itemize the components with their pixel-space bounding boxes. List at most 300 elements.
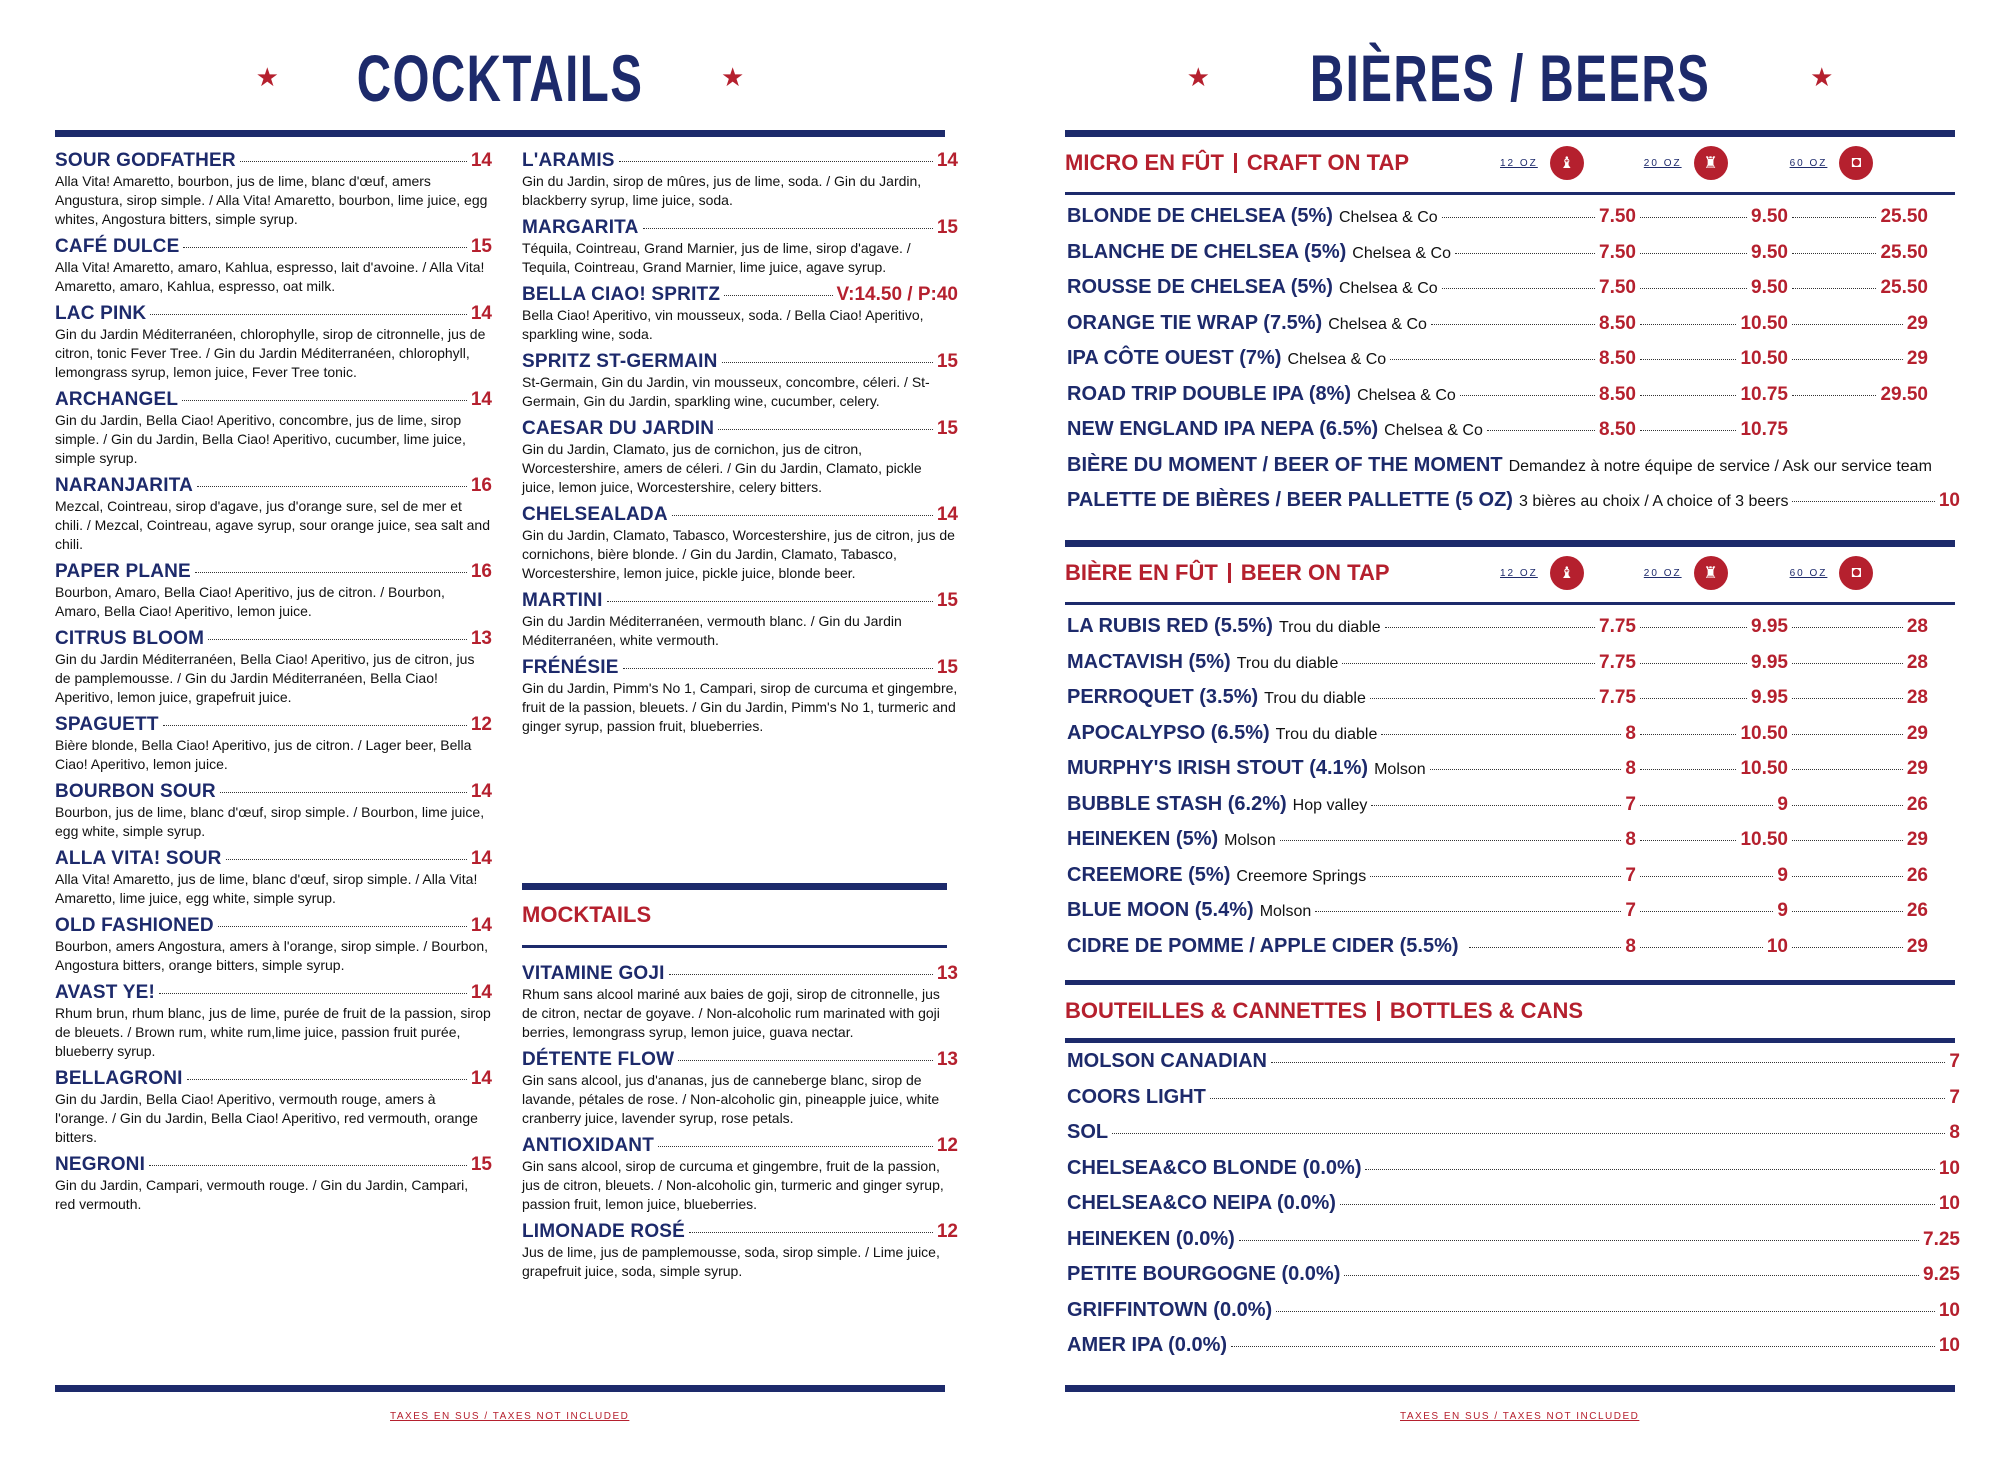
beer-mid bbox=[1636, 723, 1788, 745]
beer-row bbox=[1067, 615, 1960, 651]
dot-leader bbox=[1342, 663, 1595, 664]
beer-mid bbox=[1636, 277, 1788, 299]
beer-row bbox=[1067, 418, 1960, 454]
dot-leader bbox=[187, 1079, 467, 1080]
price-60oz: 29 bbox=[1906, 312, 1928, 334]
price-20oz: 10.50 bbox=[1740, 758, 1788, 779]
beer-mid bbox=[1636, 829, 1788, 851]
item-line bbox=[55, 781, 492, 803]
tap-title-fr: BIÈRE EN FÛT bbox=[1065, 560, 1218, 585]
item-name: NARANJARITA bbox=[55, 475, 194, 496]
item-line bbox=[55, 236, 492, 258]
dot-leader bbox=[724, 295, 832, 296]
dot-leader bbox=[1431, 324, 1595, 325]
item-line bbox=[55, 150, 492, 172]
beer-right bbox=[1788, 206, 1928, 228]
brewery: Molson bbox=[1374, 761, 1426, 778]
bottle-name: COORS LIGHT bbox=[1067, 1085, 1206, 1108]
beer-right bbox=[1788, 242, 1928, 264]
menu-item bbox=[522, 1135, 958, 1214]
dot-leader bbox=[1792, 395, 1876, 396]
beer-mid bbox=[1636, 794, 1788, 816]
item-price: 14 bbox=[470, 389, 492, 410]
menu-item bbox=[55, 475, 492, 554]
dot-leader bbox=[1640, 324, 1736, 325]
beer-mid bbox=[1636, 242, 1788, 264]
mocktails-header bbox=[522, 902, 651, 928]
item-price: 14 bbox=[470, 982, 492, 1003]
beer-right bbox=[1788, 900, 1928, 922]
price-60oz: 29 bbox=[1906, 829, 1928, 850]
beer-row bbox=[1067, 864, 1960, 900]
item-price: 15 bbox=[936, 418, 958, 439]
dot-leader bbox=[1640, 911, 1773, 912]
beer-right bbox=[1788, 384, 1928, 406]
bottle-name: GRIFFINTOWN (0.0%) bbox=[1067, 1298, 1273, 1321]
dot-leader bbox=[1430, 769, 1622, 770]
dot-leader bbox=[669, 974, 933, 975]
item-description: Gin du Jardin, Clamato, Tabasco, Worcestershire, jus de citron, jus de cornichons, bière blonde. / Gin du Jardin, Clamato, Tabasco, Worcestershire, lemon juice, pickle juice, blonde beer. bbox=[522, 527, 955, 581]
divider bbox=[1234, 153, 1237, 173]
item-price: 16 bbox=[470, 561, 492, 582]
beer-row bbox=[1067, 241, 1960, 277]
item-description: Mezcal, Cointreau, sirop d'agave, jus d'orange sure, sel de mer et chili. / Mezcal, Cointreau, agave syrup, sour orange juice, sea salt and chili. bbox=[55, 498, 491, 552]
tap-rule bbox=[1065, 540, 1955, 547]
brewery: Trou du diable bbox=[1236, 654, 1339, 672]
craft-rows bbox=[1067, 205, 1960, 525]
brewery: Molson bbox=[1224, 832, 1276, 849]
price: 10 bbox=[1938, 1157, 1960, 1179]
item-description: Alla Vita! Amaretto, jus de lime, blanc d'œuf, sirop simple. / Alla Vita! Amaretto, lime juice, egg white, simple syrup. bbox=[55, 871, 478, 906]
beer-mid bbox=[1636, 900, 1788, 922]
dot-leader bbox=[220, 792, 467, 793]
item-line bbox=[522, 284, 958, 306]
item-price: 14 bbox=[936, 150, 958, 171]
price-60oz: 26 bbox=[1906, 793, 1928, 815]
dot-leader bbox=[1370, 698, 1595, 699]
item-line bbox=[55, 848, 492, 870]
brewery: Trou du diable bbox=[1275, 725, 1378, 743]
brewery: Chelsea & Co bbox=[1328, 315, 1427, 333]
item-line bbox=[522, 963, 958, 985]
price-60oz: 26 bbox=[1906, 864, 1928, 886]
item-line bbox=[522, 1049, 958, 1071]
beer-left bbox=[1067, 276, 1636, 299]
price-60oz: 25.50 bbox=[1880, 206, 1928, 227]
dot-leader bbox=[1390, 359, 1595, 360]
dot-leader bbox=[195, 572, 467, 573]
craft-title-en: CRAFT ON TAP bbox=[1246, 150, 1410, 175]
price-60oz: 28 bbox=[1906, 687, 1928, 708]
dot-leader bbox=[1640, 627, 1747, 628]
item-name: AVAST YE! bbox=[55, 982, 155, 1003]
dot-leader bbox=[159, 993, 467, 994]
menu-item bbox=[55, 848, 492, 908]
craft-under-rule bbox=[1065, 192, 1955, 195]
bottle-name: CHELSEA&CO NEIPA (0.0%) bbox=[1067, 1192, 1336, 1214]
price-60oz: 25.50 bbox=[1880, 277, 1928, 298]
price-60oz: 26 bbox=[1906, 900, 1928, 921]
bottom-rule-right bbox=[1065, 1385, 1955, 1392]
item-description: Gin du Jardin, Clamato, jus de cornichon, jus de citron, Worcestershire, amers de céleri. / Gin du Jardin, Clamato, pickle juice, lemon juice, Worcestershire, celery bitters. bbox=[522, 441, 922, 495]
item-description: Bourbon, Amaro, Bella Ciao! Aperitivo, jus de citron. / Bourbon, Amaro, Bella Ciao! Aperitivo, lemon juice. bbox=[55, 584, 445, 619]
price: 10 bbox=[1938, 1299, 1960, 1321]
item-line bbox=[522, 351, 958, 373]
dot-leader bbox=[1640, 663, 1747, 664]
beer-row bbox=[1067, 347, 1960, 383]
price-12oz: 7.50 bbox=[1599, 206, 1636, 227]
beer-row bbox=[1067, 205, 1960, 241]
dot-leader bbox=[1792, 840, 1903, 841]
price-20oz: 9 bbox=[1777, 864, 1788, 886]
brewery: Trou du diable bbox=[1278, 619, 1381, 636]
price-12oz: 8 bbox=[1625, 722, 1636, 744]
dot-leader bbox=[1792, 805, 1903, 806]
bottle-rows bbox=[1067, 1050, 1960, 1370]
tap-rows bbox=[1067, 615, 1960, 970]
item-price: 14 bbox=[470, 781, 492, 802]
dot-leader bbox=[623, 668, 933, 669]
beer-mid bbox=[1636, 384, 1788, 406]
item-name: PAPER PLANE bbox=[55, 561, 191, 582]
dot-leader bbox=[658, 1146, 933, 1147]
price-20oz: 9.95 bbox=[1751, 616, 1788, 637]
menu-item bbox=[55, 303, 492, 382]
brewery: Chelsea & Co bbox=[1352, 244, 1451, 262]
price: 7 bbox=[1949, 1086, 1960, 1108]
item-price: 13 bbox=[936, 1049, 958, 1070]
dot-leader bbox=[1792, 359, 1903, 360]
item-line bbox=[522, 1221, 958, 1243]
price: 7 bbox=[1949, 1051, 1960, 1072]
bottle-row bbox=[1067, 1299, 1960, 1335]
dot-leader bbox=[150, 314, 467, 315]
dot-leader bbox=[1455, 253, 1595, 254]
item-description: Bourbon, amers Angostura, amers à l'orange, sirop simple. / Bourbon, Angostura bitters, orange bitters, simple syrup. bbox=[55, 938, 489, 973]
item-price: 12 bbox=[470, 714, 492, 735]
dot-leader bbox=[218, 926, 467, 927]
craft-header bbox=[1065, 150, 1409, 176]
menu-item bbox=[55, 561, 492, 621]
brewery: Chelsea & Co bbox=[1338, 280, 1438, 297]
item-name: BOURBON SOUR bbox=[55, 781, 216, 802]
beer-name: APOCALYPSO (6.5%) bbox=[1067, 721, 1270, 744]
bottle-row bbox=[1067, 1121, 1960, 1157]
price: 7.25 bbox=[1923, 1228, 1960, 1250]
bottles-under-rule bbox=[1065, 1038, 1955, 1043]
item-description: Bière blonde, Bella Ciao! Aperitivo, jus de citron. / Lager beer, Bella Ciao! Aperitivo, lemon juice. bbox=[55, 737, 472, 772]
beer-row bbox=[1067, 686, 1960, 722]
beer-left bbox=[1067, 793, 1636, 816]
item-price: 16 bbox=[470, 475, 492, 496]
item-price: 15 bbox=[936, 657, 958, 678]
price-12oz: 7.50 bbox=[1599, 277, 1636, 298]
beer-right bbox=[1788, 794, 1928, 816]
craft-title-fr: MICRO EN FÛT bbox=[1065, 150, 1224, 175]
item-price: 15 bbox=[936, 590, 958, 611]
dot-leader bbox=[1640, 698, 1747, 699]
beer-left bbox=[1067, 205, 1636, 228]
pint-icon: ♜ bbox=[1694, 556, 1728, 590]
dot-leader bbox=[1792, 734, 1903, 735]
beer-right bbox=[1788, 652, 1928, 674]
price-20oz: 10.75 bbox=[1740, 419, 1788, 440]
dot-leader bbox=[1792, 947, 1903, 948]
price-60oz: 28 bbox=[1906, 616, 1928, 637]
item-price: 14 bbox=[470, 848, 492, 869]
dot-leader bbox=[1239, 1240, 1919, 1241]
note: 3 bières au choix / A choice of 3 beers bbox=[1518, 493, 1789, 510]
item-line bbox=[55, 628, 492, 650]
beer-name: ROUSSE DE CHELSEA (5%) bbox=[1067, 276, 1333, 298]
beer-name: PERROQUET (3.5%) bbox=[1067, 686, 1259, 708]
dot-leader bbox=[1210, 1098, 1946, 1099]
dot-leader bbox=[1640, 217, 1747, 218]
price-20oz: 9.50 bbox=[1751, 241, 1788, 263]
dot-leader bbox=[689, 1232, 933, 1233]
dot-leader bbox=[183, 247, 466, 248]
beer-left bbox=[1067, 864, 1636, 887]
item-price: 13 bbox=[470, 628, 492, 649]
price-12oz: 7.75 bbox=[1599, 651, 1636, 673]
item-line bbox=[55, 1068, 492, 1090]
item-price: 14 bbox=[470, 915, 492, 936]
item-description: Gin du Jardin, Campari, vermouth rouge. / Gin du Jardin, Campari, red vermouth. bbox=[55, 1177, 469, 1212]
beer-left bbox=[1067, 418, 1636, 441]
tap-title-en: BEER ON TAP bbox=[1240, 560, 1390, 585]
beer-right bbox=[1788, 723, 1928, 745]
menu-item bbox=[522, 657, 958, 736]
price-12oz: 7.50 bbox=[1599, 241, 1636, 263]
price-20oz: 9.95 bbox=[1751, 651, 1788, 673]
price-20oz: 10.50 bbox=[1740, 348, 1788, 369]
bottle-name: AMER IPA (0.0%) bbox=[1067, 1334, 1228, 1356]
item-line bbox=[55, 982, 492, 1004]
menu-item bbox=[55, 781, 492, 841]
dot-leader bbox=[1640, 288, 1747, 289]
bottles-title-en: BOTTLES & CANS bbox=[1389, 998, 1584, 1023]
mocktails-title: MOCKTAILS bbox=[522, 902, 652, 927]
item-line bbox=[55, 714, 492, 736]
beer-pallet-row bbox=[1067, 489, 1960, 525]
item-price: 15 bbox=[936, 351, 958, 372]
divider bbox=[1228, 563, 1231, 583]
beer-mid bbox=[1636, 865, 1788, 887]
bottle-name: HEINEKEN (0.0%) bbox=[1067, 1227, 1235, 1250]
item-description: Gin sans alcool, jus d'ananas, jus de canneberge blanc, sirop de lavande, pétales de rose. / Non-alcoholic gin, pineapple juice, white cranberry juice, lavender syrup, rose petals. bbox=[522, 1072, 940, 1126]
bottle-row bbox=[1067, 1192, 1960, 1228]
beer-mid bbox=[1636, 419, 1788, 441]
item-name: MARTINI bbox=[522, 590, 603, 611]
price-20oz: 9 bbox=[1777, 793, 1788, 815]
price-20oz: 10.50 bbox=[1740, 829, 1788, 850]
beer-right bbox=[1788, 277, 1928, 299]
menu-item bbox=[55, 915, 492, 975]
dot-leader bbox=[1231, 1346, 1935, 1347]
mocktails-under-rule bbox=[522, 945, 947, 948]
beer-right bbox=[1788, 936, 1928, 958]
item-description: Gin du Jardin, sirop de mûres, jus de lime, soda. / Gin du Jardin, blackberry syrup, lime juice, soda. bbox=[522, 173, 922, 208]
item-name: SOUR GODFATHER bbox=[55, 150, 236, 171]
brewery: Molson bbox=[1259, 903, 1312, 920]
beer-left bbox=[1067, 686, 1636, 709]
size-label: 12 OZ bbox=[1500, 567, 1538, 579]
dot-leader bbox=[1487, 430, 1595, 431]
dot-leader bbox=[1315, 911, 1621, 912]
beer-left bbox=[1067, 651, 1636, 674]
bottom-rule-left bbox=[55, 1385, 945, 1392]
item-name: SPRITZ ST-GERMAIN bbox=[522, 351, 718, 372]
bottles-rule bbox=[1065, 980, 1955, 985]
dot-leader bbox=[672, 515, 933, 516]
dot-leader bbox=[678, 1060, 933, 1061]
dot-leader bbox=[1381, 734, 1621, 735]
beer-left bbox=[1067, 347, 1636, 370]
price-20oz: 9.50 bbox=[1751, 206, 1788, 227]
beer-row bbox=[1067, 757, 1960, 793]
item-line bbox=[522, 418, 958, 440]
price-12oz: 7 bbox=[1625, 900, 1636, 921]
tap-under-rule bbox=[1065, 602, 1955, 605]
beer-row bbox=[1067, 935, 1960, 971]
menu-item bbox=[522, 963, 958, 1042]
dot-leader bbox=[1460, 395, 1595, 396]
dot-leader bbox=[1640, 805, 1773, 806]
beer-left bbox=[1067, 241, 1636, 264]
item-price: 15 bbox=[470, 1154, 492, 1175]
beer-mid bbox=[1636, 616, 1788, 638]
beer-row bbox=[1067, 793, 1960, 829]
menu-item bbox=[55, 389, 492, 468]
price-60oz: 29 bbox=[1906, 722, 1928, 744]
beer-right bbox=[1788, 616, 1928, 638]
beer-name: BUBBLE STASH (6.2%) bbox=[1067, 792, 1287, 815]
menu-item bbox=[522, 284, 958, 344]
item-price: 14 bbox=[936, 504, 958, 525]
beer-row bbox=[1067, 722, 1960, 758]
beer-right bbox=[1788, 313, 1928, 335]
item-line bbox=[55, 561, 492, 583]
beer-name: BIÈRE DU MOMENT / BEER OF THE MOMENT bbox=[1067, 453, 1503, 476]
beer-mid bbox=[1636, 313, 1788, 335]
beer-of-moment-row bbox=[1067, 454, 1960, 490]
item-description: Téquila, Cointreau, Grand Marnier, jus de lime, sirop d'agave. / Tequila, Cointreau, Grand Marnier, lime juice, agave syrup. bbox=[522, 240, 911, 275]
bottle-row bbox=[1067, 1228, 1960, 1264]
beer-name: MURPHY'S IRISH STOUT (4.1%) bbox=[1067, 757, 1369, 779]
footer-left: TAXES EN SUS / TAXES NOT INCLUDED bbox=[390, 1411, 630, 1422]
brewery: Hop valley bbox=[1292, 796, 1368, 814]
dot-leader bbox=[1385, 627, 1595, 628]
menu-item bbox=[55, 1068, 492, 1147]
dot-leader bbox=[1365, 1169, 1934, 1170]
craft-sizes bbox=[1500, 146, 1873, 180]
item-name: CAESAR DU JARDIN bbox=[522, 418, 715, 439]
dot-leader bbox=[240, 161, 467, 162]
dot-leader bbox=[149, 1165, 467, 1166]
dot-leader bbox=[226, 859, 467, 860]
item-name: BELLAGRONI bbox=[55, 1068, 183, 1089]
beer-mid bbox=[1636, 758, 1788, 780]
pitcher-icon: ◘ bbox=[1839, 146, 1873, 180]
item-price: 14 bbox=[470, 150, 492, 171]
item-price: 13 bbox=[936, 963, 958, 984]
item-name: ALLA VITA! SOUR bbox=[55, 848, 222, 869]
item-description: Bourbon, jus de lime, blanc d'œuf, sirop simple. / Bourbon, lime juice, egg white, simple syrup. bbox=[55, 804, 485, 839]
top-rule-left bbox=[55, 130, 945, 137]
dot-leader bbox=[163, 725, 467, 726]
price-12oz: 7 bbox=[1625, 793, 1636, 815]
item-line bbox=[55, 475, 492, 497]
menu-item bbox=[55, 1154, 492, 1214]
mocktails-column bbox=[522, 963, 958, 1288]
item-description: Alla Vita! Amaretto, amaro, Kahlua, espresso, lait d'avoine. / Alla Vita! Amaretto, amaro, Kahlua, espresso, oat milk. bbox=[55, 259, 485, 294]
note: Demandez à notre équipe de service / Ask our service team bbox=[1508, 457, 1932, 475]
price-12oz: 8.50 bbox=[1599, 312, 1636, 334]
beer-left bbox=[1067, 722, 1636, 745]
item-price: 15 bbox=[470, 236, 492, 257]
beer-right bbox=[1788, 687, 1928, 709]
price-20oz: 10.50 bbox=[1740, 722, 1788, 744]
item-name: BELLA CIAO! SPRITZ bbox=[522, 284, 721, 305]
item-name: L'ARAMIS bbox=[522, 150, 615, 171]
item-line bbox=[55, 915, 492, 937]
dot-leader bbox=[1640, 840, 1736, 841]
cocktails-title: COCKTAILS bbox=[356, 41, 644, 115]
glass-icon: ♝ bbox=[1550, 556, 1584, 590]
dot-leader bbox=[1340, 1204, 1935, 1205]
price-60oz: 25.50 bbox=[1880, 241, 1928, 263]
beer-row bbox=[1067, 276, 1960, 312]
pint-icon: ♜ bbox=[1694, 146, 1728, 180]
dot-leader bbox=[1792, 627, 1903, 628]
price-12oz: 7.75 bbox=[1599, 687, 1636, 708]
item-name: SPAGUETT bbox=[55, 714, 159, 735]
menu-item bbox=[522, 1221, 958, 1281]
dot-leader bbox=[1344, 1275, 1919, 1276]
mocktails-rule bbox=[522, 883, 947, 890]
brewery: Chelsea & Co bbox=[1384, 422, 1483, 439]
item-line bbox=[522, 217, 958, 239]
beer-name: HEINEKEN (5%) bbox=[1067, 828, 1219, 850]
price-60oz: 28 bbox=[1906, 651, 1928, 673]
price: 10 bbox=[1938, 1335, 1960, 1356]
bottle-name: MOLSON CANADIAN bbox=[1067, 1050, 1267, 1072]
dot-leader bbox=[1792, 663, 1903, 664]
brewery: Creemore Springs bbox=[1236, 867, 1367, 885]
bottle-row bbox=[1067, 1086, 1960, 1122]
beer-name: ORANGE TIE WRAP (7.5%) bbox=[1067, 311, 1323, 334]
cocktails-header bbox=[55, 40, 945, 116]
price-12oz: 8 bbox=[1625, 829, 1636, 850]
brewery: Chelsea & Co bbox=[1338, 209, 1438, 226]
price-60oz: 29 bbox=[1906, 348, 1928, 369]
item-description: Gin du Jardin, Bella Ciao! Aperitivo, vermouth rouge, amers à l'orange. / Gin du Jardin, Bella Ciao! Aperitivo, red vermouth, orange bitters. bbox=[55, 1091, 478, 1145]
beer-name: PALETTE DE BIÈRES / BEER PALLETTE (5 OZ) bbox=[1067, 489, 1513, 511]
dot-leader bbox=[1469, 947, 1622, 948]
dot-leader bbox=[1792, 217, 1876, 218]
beer-mid bbox=[1636, 348, 1788, 370]
star-icon: ★ bbox=[721, 63, 745, 93]
beer-name: CREEMORE (5%) bbox=[1067, 863, 1231, 886]
dot-leader bbox=[1792, 876, 1903, 877]
price: 8 bbox=[1949, 1122, 1960, 1143]
dot-leader bbox=[619, 161, 933, 162]
item-line bbox=[55, 303, 492, 325]
bottle-row bbox=[1067, 1050, 1960, 1086]
beer-row bbox=[1067, 828, 1960, 864]
beer-name: MACTAVISH (5%) bbox=[1067, 650, 1231, 673]
price-12oz: 8.50 bbox=[1599, 383, 1636, 405]
